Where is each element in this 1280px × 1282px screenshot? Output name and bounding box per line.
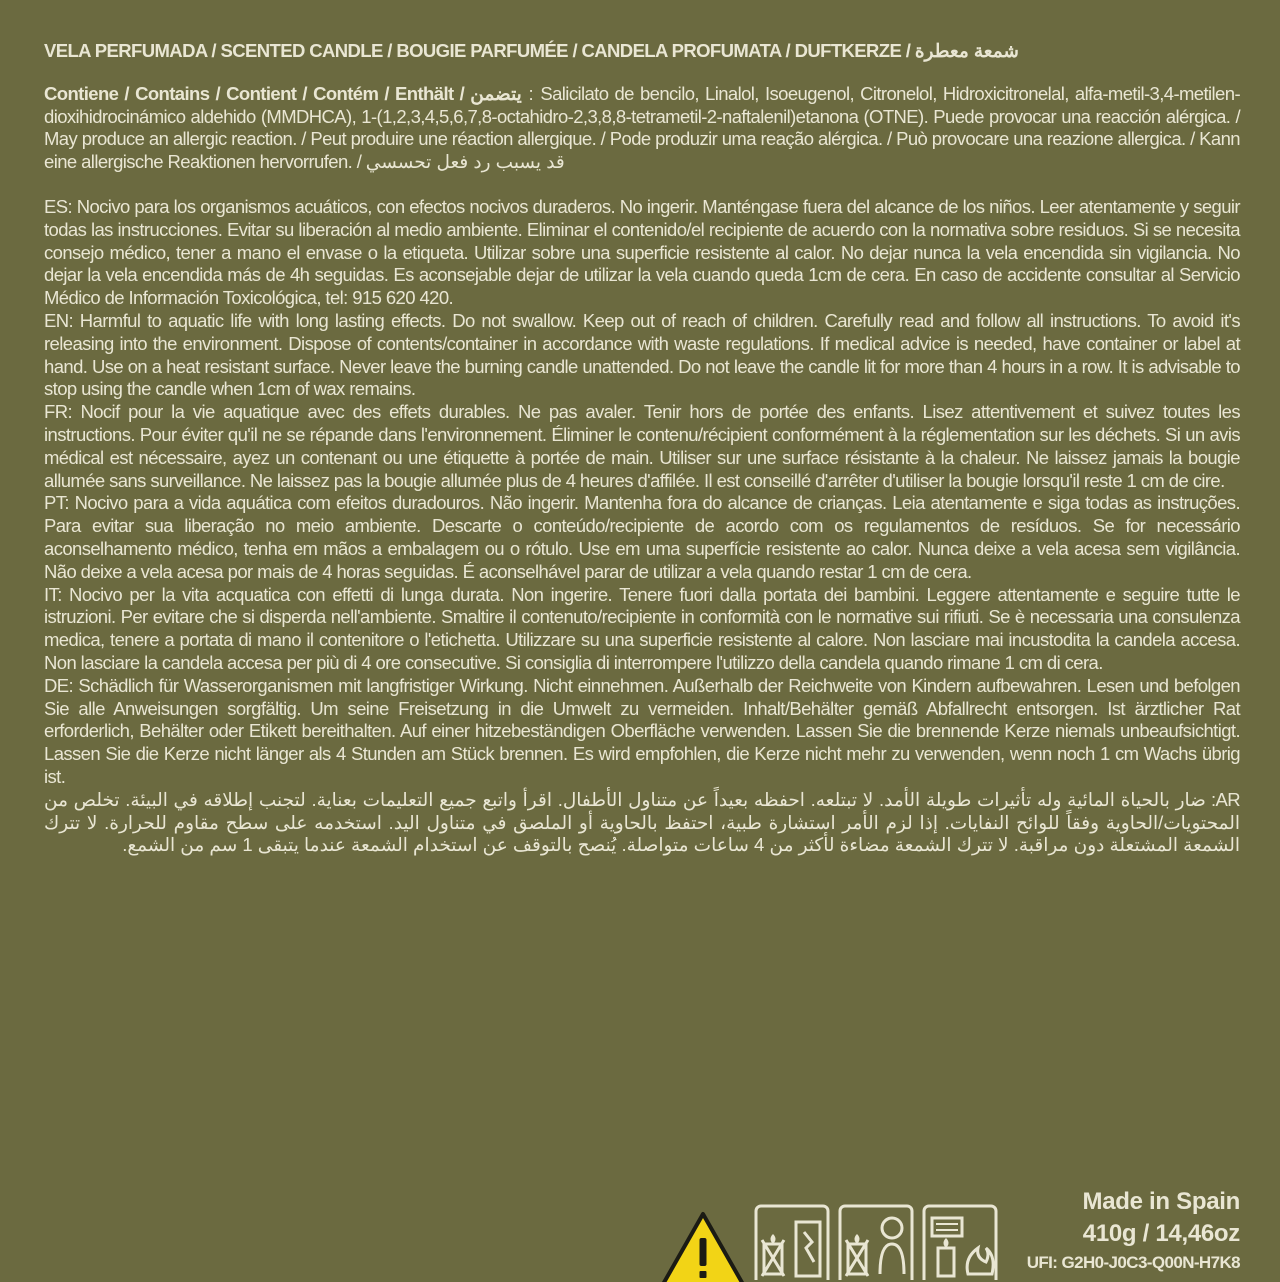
warning-ar: AR: ضار بالحياة المائية وله تأثيرات طويلة الأمد. لا تبتلعه. احفظه بعيداً عن متناول الأطفال. اقرأ واتبع جميع التعليمات بعناية. لتجنب إطلاقه في البيئة. تخلص من المحتويات/الحاوية وفقاً للوائح النفايات. إذا لزم الأمر استشارة طبية، احتفظ بالحاوية أو الملصق في متناول اليد. استخدمه على سطح مقاوم للحرارة. لا تترك الشمعة المشتعلة دون مراقبة. لا تترك الشمعة مضاءة لأكثر من 4 ساعات متواصلة. يُنصح بالتوقف عن استخدام الشمعة عندما يتبقى 1 سم من الشمع. — [44, 788, 1240, 856]
warning-de: DE: Schädlich für Wasserorganismen mit langfristiger Wirkung. Nicht einnehmen. Außerhalb der Reichweite von Kindern aufbewahren. Lesen und befolgen Sie alle Anweisungen sorgfältig. Um seine Freisetzung in die Umwelt zu vermeiden. Inhalt/Behälter gemäß Abfallrecht entsorgen. Ist ärztlicher Rat erforderlich, Behälter oder Etikett bereithalten. Auf einer hitzebeständigen Oberfläche verwenden. Lassen Sie die brennende Kerze niemals unbeaufsichtigt. Lassen Sie die Kerze nicht länger als 4 Stunden am Stück brennen. Es wird empfohlen, die Kerze nicht mehr zu verwenden, wenn noch 1 cm Wachs übrig ist. — [44, 674, 1240, 787]
made-in-label: Made in Spain — [1082, 1188, 1240, 1215]
product-title: VELA PERFUMADA / SCENTED CANDLE / BOUGIE PARFUMÉE / CANDELA PROFUMATA / DUFTKERZE / شمعة معطرة — [44, 40, 1019, 61]
ingredients-lead: Contiene / Contains / Contient / Contém / Enthält / يتضمن — [44, 82, 522, 104]
ufi-code: UFI: G2H0-J0C3-Q00N-H7K8 — [1026, 1253, 1240, 1272]
candle-safety-pictogram-icon — [754, 1204, 830, 1280]
product-footer — [1027, 1186, 1240, 1276]
ingredients-text: : Salicilato de bencilo, Linalol, Isoeugenol, Citronelol, Hidroxicitronelal, alfa-metil-3,4-metilen-dioxihidrocinámico aldehido (MMDHCA), 1-(1,2,3,4,5,6,7,8-octahidro-2,3,8,8-tetrametil-2-naftalenil)etanona (OTNE). Puede provocar una reacción alérgica. / May produce an allergic reaction. / Peut produire une réaction allergique. / Pode produzir uma reação alérgica. / Può provocare una reazione allergica. / Kann eine allergische Reaktionen hervorrufen. / قد يسبب رد فعل تحسسي — [44, 82, 1240, 173]
candle-children-pictogram-icon — [838, 1204, 914, 1280]
warning-en: EN: Harmful to aquatic life with long lasting effects. Do not swallow. Keep out of reach of children. Carefully read and follow all instructions. To avoid it's releasing into the environment. Dispose of contents/container in accordance with waste regulations. If medical advice is needed, have container or label at hand. Use on a heat resistant surface. Never leave the burning candle unattended. Do not leave the candle lit for more than 4 hours in a row. It is advisable to stop using the candle when 1cm of wax remains. — [44, 309, 1240, 400]
warning-triangle-icon — [660, 1210, 746, 1282]
warning-pt: PT: Nocivo para a vida aquática com efeitos duradouros. Não ingerir. Mantenha fora do alcance de crianças. Leia atentamente e siga todas as instruções. Para evitar sua liberação no meio ambiente. Descarte o conteúdo/recipiente de acordo com os regulamentos de resíduos. Se for necessário aconselhamento médico, tenha em mãos a embalagem ou o rótulo. Use em uma superfície resistente ao calor. Nunca deixe a vela acesa sem vigilância. Não deixe a vela acesa por mais de 4 horas seguidas. É aconselhável parar de utilizar a vela quando restar 1 cm de cera. — [44, 492, 1240, 582]
warning-it: IT: Nocivo per la vita acquatica con effetti di lunga durata. Non ingerire. Tenere fuori dalla portata dei bambini. Leggere attentamente e seguire tutte le istruzioni. Per evitare che si disperda nell'ambiente. Smaltire il contenuto/recipiente in conformità con le normative sui rifiuti. Se è necessaria una consulenza medica, tenere a portata di mano il contenitore o l'etichetta. Utilizzare su una superficie resistente al calore. Non lasciare mai incustodita la candela accesa. Non lasciare la candela accesa per più di 4 ore consecutive. Si consiglia di interrompere l'utilizzo della candela quando rimane 1 cm di cera. — [44, 583, 1240, 673]
safety-pictograms — [660, 1204, 1000, 1280]
warning-es: ES: Nocivo para los organismos acuáticos, con efectos nocivos duraderos. No ingerir. Manténgase fuera del alcance de los niños. Leer atentamente y seguir todas las instrucciones. Evitar su liberación al medio ambiente. Eliminar el contenido/el recipiente de acuerdo con la normativa sobre residuos. Si se necesita consejo médico, tener a mano el envase o la etiqueta. Utilizar sobre una superficie resistente al calor. No dejar nunca la vela encendida sin vigilancia. No dejar la vela encendida más de 4h seguidas. Es aconsejable dejar de utilizar la vela cuando queda 1cm de cera. En caso de accidente consultar al Servicio Médico de Información Toxicológica, tel: 915 620 420. — [44, 195, 1240, 309]
ingredients-block — [44, 83, 1240, 174]
warning-fr: FR: Nocif pour la vie aquatique avec des effets durables. Ne pas avaler. Tenir hors de portée des enfants. Lisez attentivement et suivez toutes les instructions. Pour éviter qu'il ne se répande dans l'environnement. Éliminer le contenu/récipient conformément à la réglementation sur les déchets. Si un avis médical est nécessaire, ayez un contenant ou une étiquette à portée de main. Utiliser sur une surface résistante à la chaleur. Ne laissez jamais la bougie allumée sans surveillance. Ne laissez pas la bougie allumée plus de 4 heures d'affilée. Il est conseillé d'arrêter d'utiliser la bougie lorsqu'il reste 1 cm de cire. — [44, 401, 1240, 491]
net-weight: 410g / 14,46oz — [1082, 1220, 1240, 1247]
candle-label — [44, 40, 1240, 857]
candle-flammable-pictogram-icon — [922, 1204, 998, 1280]
warnings-block — [44, 196, 1240, 857]
